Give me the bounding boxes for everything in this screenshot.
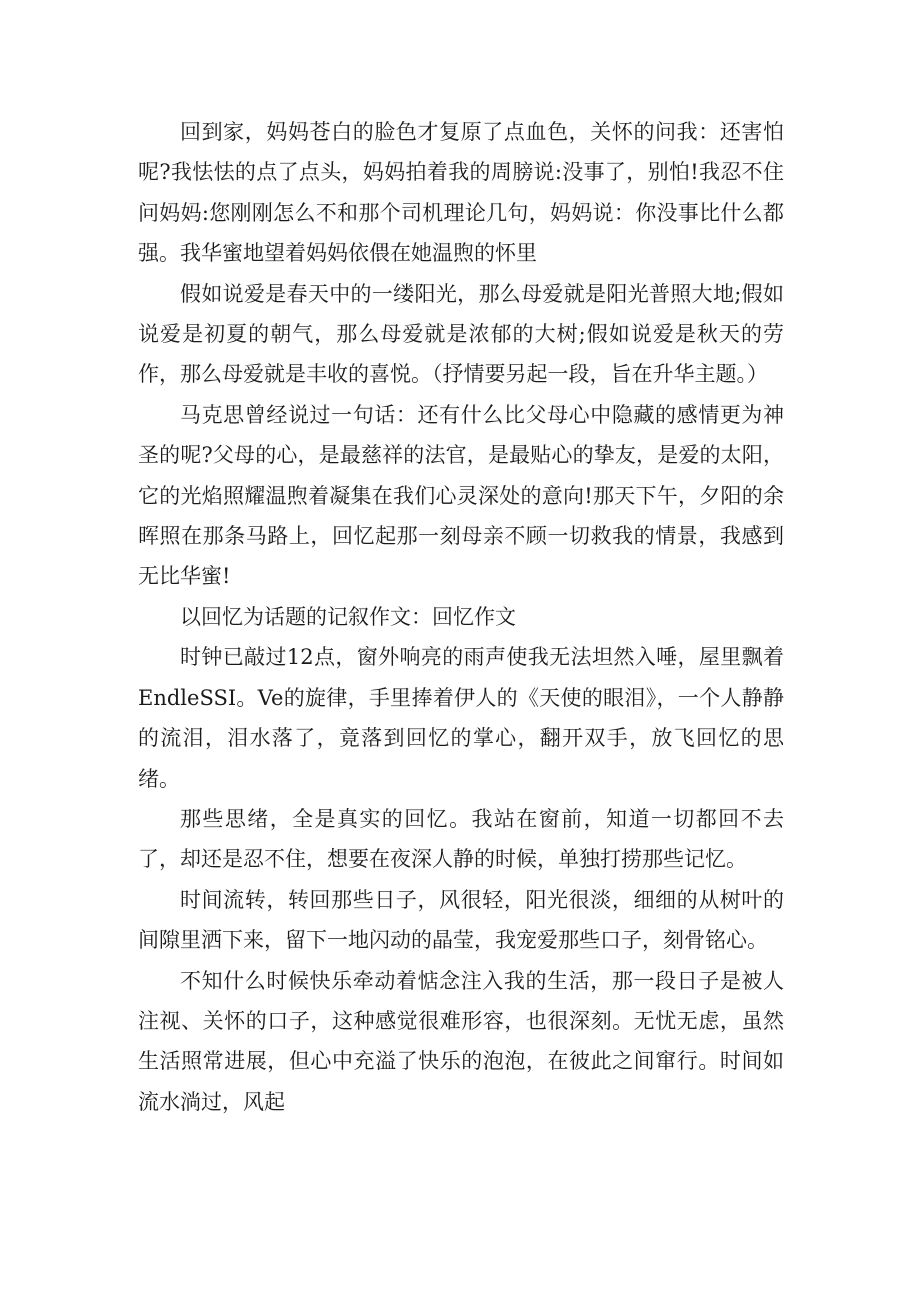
paragraph-2: 假如说爱是春天中的一缕阳光，那么母爱就是阳光普照大地;假如说爱是初夏的朝气，那么母爱就是浓郁的大树;假如说爱是秋天的劳作，那么母爱就是丰收的喜悦。（抒情要另起一段，旨在升华主题。） xyxy=(138,281,784,387)
paragraph-5: 那些思绪，全是真实的回忆。我站在窗前，知道一切都回不去了，却还是忍不住，想要在夜深人静的时候，单独打捞那些记忆。 xyxy=(138,806,784,872)
paragraph-6: 时间流转，转回那些日子，风很轻，阳光很淡，细细的从树叶的间隙里洒下来，留下一地闪动的晶莹，我宠爱那些口子，刻骨铭心。 xyxy=(138,887,784,953)
paragraph-4: 时钟已敲过12点，窗外响亮的雨声使我无法坦然入唾，屋里飘着EndleSSI。Ve的旋律，手里捧着伊人的《天使的眼泪》，一个人静静的流泪，泪水落了，竟落到回忆的掌心，翻开双手，放飞回忆的思绪。 xyxy=(138,645,784,791)
paragraph-3: 马克思曾经说过一句话：还有什么比父母心中隐藏的感情更为神圣的呢?父母的心，是最慈祥的法官，是最贴心的挚友，是爱的太阳，它的光焰照耀温煦着凝集在我们心灵深处的意向!那天下午，夕阳的余晖照在那条马路上，回忆起那一刻母亲不顾一切救我的情景，我感到无比华蜜! xyxy=(138,402,784,589)
document-body xyxy=(138,112,784,1122)
section-heading: 以回忆为话题的记叙作文：回忆作文 xyxy=(180,604,516,629)
paragraph-7: 不知什么时候快乐牵动着惦念注入我的生活，那一段日子是被人注视、关怀的口子，这种感觉很难形容，也很深刻。无忧无虑，虽然生活照常进展，但心中充溢了快乐的泡泡，在彼此之间窜行。时间如流水淌过，风起 xyxy=(138,968,784,1114)
paragraph-1: 回到家，妈妈苍白的脸色才复原了点血色，关怀的问我：还害怕呢?我怯怯的点了点头，妈妈拍着我的周膀说:没事了，别怕!我忍不住问妈妈:您刚刚怎么不和那个司机理论几句，妈妈说：你没事比什么都强。我华蜜地望着妈妈依偎在她温煦的怀里 xyxy=(138,120,784,266)
